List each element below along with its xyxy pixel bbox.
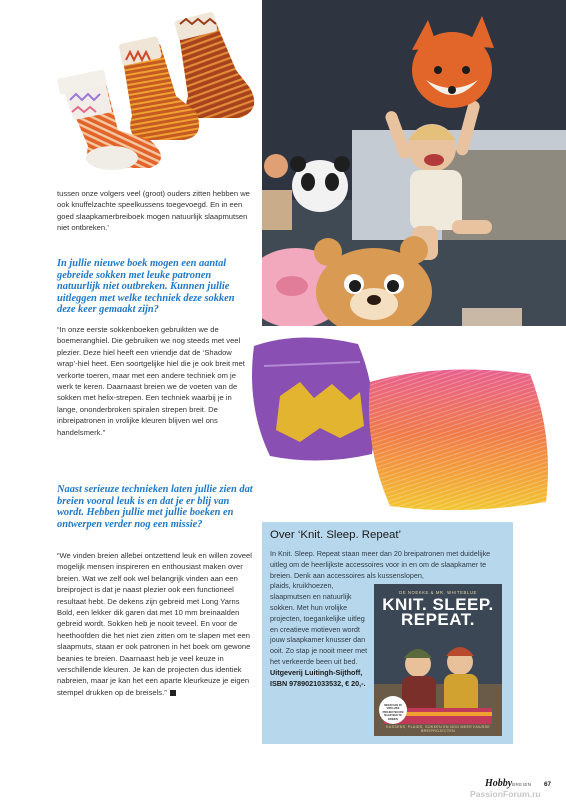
book-info-box [262,522,513,744]
question-heading-1: In jullie nieuwe boek mogen een aantal gebreide sokken met leuke patronen natuurlijk niet outbreken. Kunnen jullie uitleggen met welke techniek deze sokken deze keer gemaakt zijn? [57,258,235,316]
magazine-logo: Hobby [485,778,513,789]
info-body-intro: In Knit. Sleep. Repeat staan meer dan 20 breipatronen met duidelijke uitleg om de heerlijkste accessoires voor in en om de slaapkamer te breien. Denk aan accessoires als kussenslopen, [270,549,491,580]
book-authors: DE NOEKKE & MR. WHITEBLUE [399,590,477,595]
book-title-line-1: KNIT. SLEEP. [382,595,494,614]
book-subtitle: KUSSENS, PLAIDS, SOKKEN EN NOG MEER KNUSSE BREIPROJECTEN [386,725,490,733]
site-watermark: PassionForum.ru [470,789,541,799]
bedroom-photo [262,0,566,328]
book-badge: MEER DAN 20 VROLIJKE PROJECTEN OM NAAR BED TE BREIEN [379,696,407,724]
cushions-photo [240,326,566,516]
book-title [374,597,502,627]
intro-paragraph: tussen onze volgers veel (groot) ouders zitten hebben we ook knuffelzachte speelkussens toegevoegd. En in een goed slaapkamerbreiboek mogen natuurlijk slaapmutsen niet ontbreken.’ [57,189,250,233]
socks-photo [0,0,262,182]
end-of-article-mark [170,690,176,696]
answer-paragraph-1: “In onze eerste sokkenboeken gebruikten we de boemeranghiel. Die gebruiken we nog steeds met veel plezier. Deze hiel heeft een vriendje dat de ‘Shadow wrap’-hiel heet. Een soortgelijke hiel die je ook breit met verkorte toeren, maar met een andere techniek om je werk te keren. Daarnaast breien we de voeten van de sokken met helix-strepen. Een techniek waarbij je in lange, ononderbroken spiralen strepen breit. De inbreipatronen in vrolijke kleuren blijven wel ons handelsmerk.” [57,325,245,437]
page-number: 67 [544,781,552,788]
book-title-line-2: REPEAT. [400,610,476,629]
answer-text-2: “We vinden breien allebei ontzettend leuk en willen zoveel mogelijk mensen inspireren en enthousiast maken over breien. Wat we zelf ook wel belangrijk vinden aan een breiproject is dat je naast plezier ook een functioneel resultaat hebt. De dekens zijn gebreid met Long Yarns Bold, een lekker dik garen dat met 10 mm breinaalden gebreid wordt. Sokken heb je nooit teveel. En voor de heethoofden die het niet zien zitten om te slapen met een slaapmuts, staan er ook patronen in het boek om gewone beanies te breien. Daarnaast heb je veel keuze in verschillende kleuren. Je kan de projecten dus identiek nabreien, maar je kan het een aparte kleurkeuze je eigen stempel drukken op de breisels.” [57,551,252,697]
answer-paragraph-2 [57,550,253,698]
info-body-details: plaids, kruikhoezen, slaapmutsen en natuurlijk sokken. Met hun vrolijke projecten, toegankelijke uitleg en creatieve motieven wordt jouw slaapkamer knusser dan ooit. Zo stap je nooit meer met het verkeerde been uit bed. [270,581,368,666]
book-cover [374,584,502,736]
section-label: BREIEN [512,782,532,787]
question-heading-2: Naast serieuze technieken laten jullie zien dat breien vooral leuk is en dat je er blij van wordt. Hebben jullie met jullie boeken en ontwerpen verder nog een missie? [57,484,253,530]
publisher-info: Uitgeverij Luitingh-Sijthoff, ISBN 9789021033532, € 20,-. [270,667,366,688]
info-box-title: Over ‘Knit. Sleep. Repeat’ [270,529,402,541]
